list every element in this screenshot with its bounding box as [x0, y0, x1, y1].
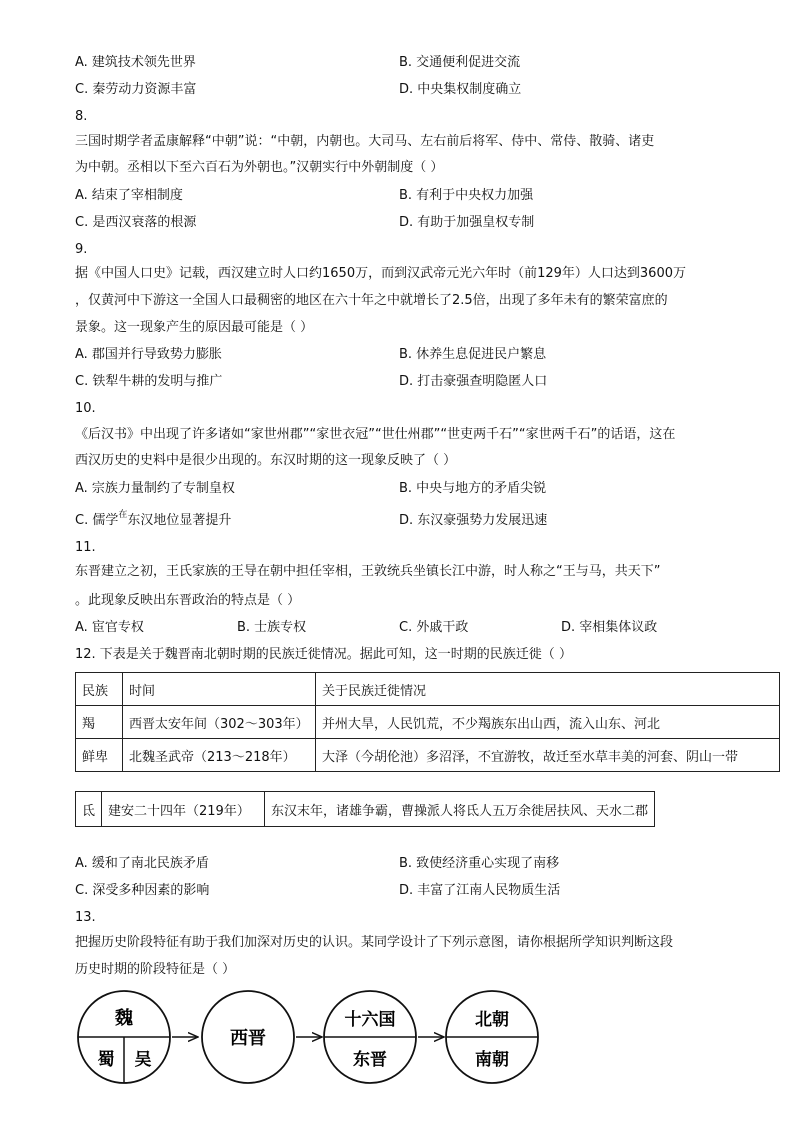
q12-option-a: A. 缓和了南北民族矛盾: [75, 856, 209, 871]
q12-option-c: C. 深受多种因素的影响: [75, 883, 210, 898]
migration-table: [75, 672, 780, 772]
diagram-circle-three-kingdoms: [78, 991, 170, 1083]
q7-option-d: D. 中央集权制度确立: [399, 82, 522, 97]
q10-option-c: [75, 512, 231, 531]
q8-option-d: D. 有助于加强皇权专制: [399, 215, 535, 230]
q11-option-a: A. 宦官专权: [75, 620, 144, 635]
q11-number: 11.: [75, 540, 96, 555]
diagram-label-sixteen-kingdoms: 十六国: [344, 1010, 396, 1030]
table-header-cell: 民族: [76, 673, 123, 706]
diagram-label-xijin: 西晋: [230, 1028, 266, 1049]
q9-number: 9.: [75, 242, 88, 257]
q9-stem-line3: 景象。这一现象产生的原因最可能是（ ）: [75, 320, 314, 335]
q8-number: 8.: [75, 109, 88, 124]
q10-stem-line1: 《后汉书》中出现了许多诸如“家世州郡”“家世衣冠”“世仕州郡”“世吏两千石”“家世两千石”的话语，这在: [75, 427, 676, 442]
diagram-circle-nanbei: [446, 991, 538, 1083]
q10-stem-line2: 西汉历史的史料中是很少出现的。东汉时期的这一现象反映了（ ）: [75, 453, 457, 468]
table-cell: 氐: [76, 792, 102, 827]
q11-stem-line2: 。此现象反映出东晋政治的特点是（ ）: [75, 593, 301, 608]
table-cell: 羯: [76, 706, 123, 739]
q10-option-b: B. 中央与地方的矛盾尖锐: [399, 481, 547, 496]
q10-option-a: A. 宗族力量制约了专制皇权: [75, 481, 235, 496]
q12-stem: 12. 下表是关于魏晋南北朝时期的民族迁徙情况。据此可知，这一时期的民族迁徙（ ）: [75, 647, 572, 662]
q13-stem-line2: 历史时期的阶段特征是（ ）: [75, 962, 236, 977]
table-row: [76, 706, 780, 739]
q7-option-c: C. 秦劳动力资源丰富: [75, 82, 197, 97]
diagram-label-beichao: 北朝: [475, 1010, 509, 1030]
q11-option-c: C. 外戚干政: [399, 620, 469, 635]
diagram-circle-xijin: [202, 991, 294, 1083]
q9-option-a: A. 郡国并行导致势力膨胀: [75, 347, 222, 362]
diagram-circle-sixteen-kingdoms: [324, 991, 416, 1083]
q9-option-b: B. 休养生息促进民户繁息: [399, 347, 547, 362]
q10-option-c-post: 东汉地位显著提升: [127, 513, 232, 528]
diagram-label-wu: 吴: [134, 1050, 152, 1070]
table-cell: 西晋太安年间（302～303年）: [123, 706, 316, 739]
table-row: [76, 792, 655, 827]
diagram-label-nanchao: 南朝: [475, 1050, 509, 1070]
q9-option-d: D. 打击豪强查明隐匿人口: [399, 374, 548, 389]
q10-option-d: D. 东汉豪强势力发展迅速: [399, 513, 548, 528]
table-row: [76, 739, 780, 772]
table-header-cell: 时间: [123, 673, 316, 706]
q8-stem-line2: 为中朝。丞相以下至六百石为外朝也。”汉朝实行中外朝制度（ ）: [75, 160, 444, 175]
q8-option-a: A. 结束了宰相制度: [75, 188, 183, 203]
q11-option-d: D. 宰相集体议政: [561, 620, 658, 635]
period-diagram: [0, 985, 794, 1095]
q13-stem-line1: 把握历史阶段特征有助于我们加深对历史的认识。某同学设计了下列示意图，请你根据所学知识判断这段: [75, 935, 674, 950]
q12-option-b: B. 致使经济重心实现了南移: [399, 856, 560, 871]
table-cell: 并州大旱，人民饥荒，不少羯族东出山西，流入山东、河北: [316, 706, 780, 739]
table-header-cell: 关于民族迁徙情况: [316, 673, 780, 706]
q7-option-b: B. 交通便利促进交流: [399, 55, 521, 70]
q11-stem-line1: 东晋建立之初，王氏家族的王导在朝中担任宰相，王敦统兵坐镇长江中游，时人称之“王与马，共天下”: [75, 564, 661, 579]
migration-table-row3: [75, 791, 655, 827]
q10-option-c-pre: C. 儒学: [75, 513, 119, 528]
q13-number: 13.: [75, 910, 96, 925]
q8-option-b: B. 有利于中央权力加强: [399, 188, 534, 203]
table-cell: 东汉末年，诸雄争霸，曹操派人将氐人五万余徙居扶风、天水二郡: [265, 792, 655, 827]
q12-option-d: D. 丰富了江南人民物质生活: [399, 883, 561, 898]
diagram-label-wei: 魏: [115, 1008, 133, 1029]
table-cell: 大泽（今胡伦池）多沼泽，不宜游牧，故迁至水草丰美的河套、阴山一带: [316, 739, 780, 772]
q11-option-b: B. 士族专权: [237, 620, 307, 635]
table-cell: 建安二十四年（219年）: [102, 792, 265, 827]
q7-option-a: A. 建筑技术领先世界: [75, 55, 196, 70]
diagram-label-dongjin: 东晋: [353, 1050, 387, 1070]
q9-option-c: C. 铁犁牛耕的发明与推广: [75, 374, 223, 389]
table-cell: 北魏圣武帝（213～218年）: [123, 739, 316, 772]
q8-option-c: C. 是西汉衰落的根源: [75, 215, 197, 230]
q10-number: 10.: [75, 401, 96, 416]
q8-stem-line1: 三国时期学者孟康解释“中朝”说：“中朝，内朝也。大司马、左右前后将军、侍中、常侍、散骑、诸吏: [75, 134, 655, 149]
q9-stem-line1: 据《中国人口史》记载，西汉建立时人口约1650万，而到汉武帝元光六年时（前129年）人口达到3600万: [75, 266, 686, 281]
q9-stem-line2: ，仅黄河中下游这一全国人口最稠密的地区在六十年之中就增长了2.5倍，出现了多年未有的繁荣富庶的: [75, 293, 668, 308]
table-cell: 鲜卑: [76, 739, 123, 772]
q10-option-c-sup: 在: [118, 510, 128, 520]
table-header-row: [76, 673, 780, 706]
diagram-label-shu: 蜀: [97, 1050, 115, 1070]
